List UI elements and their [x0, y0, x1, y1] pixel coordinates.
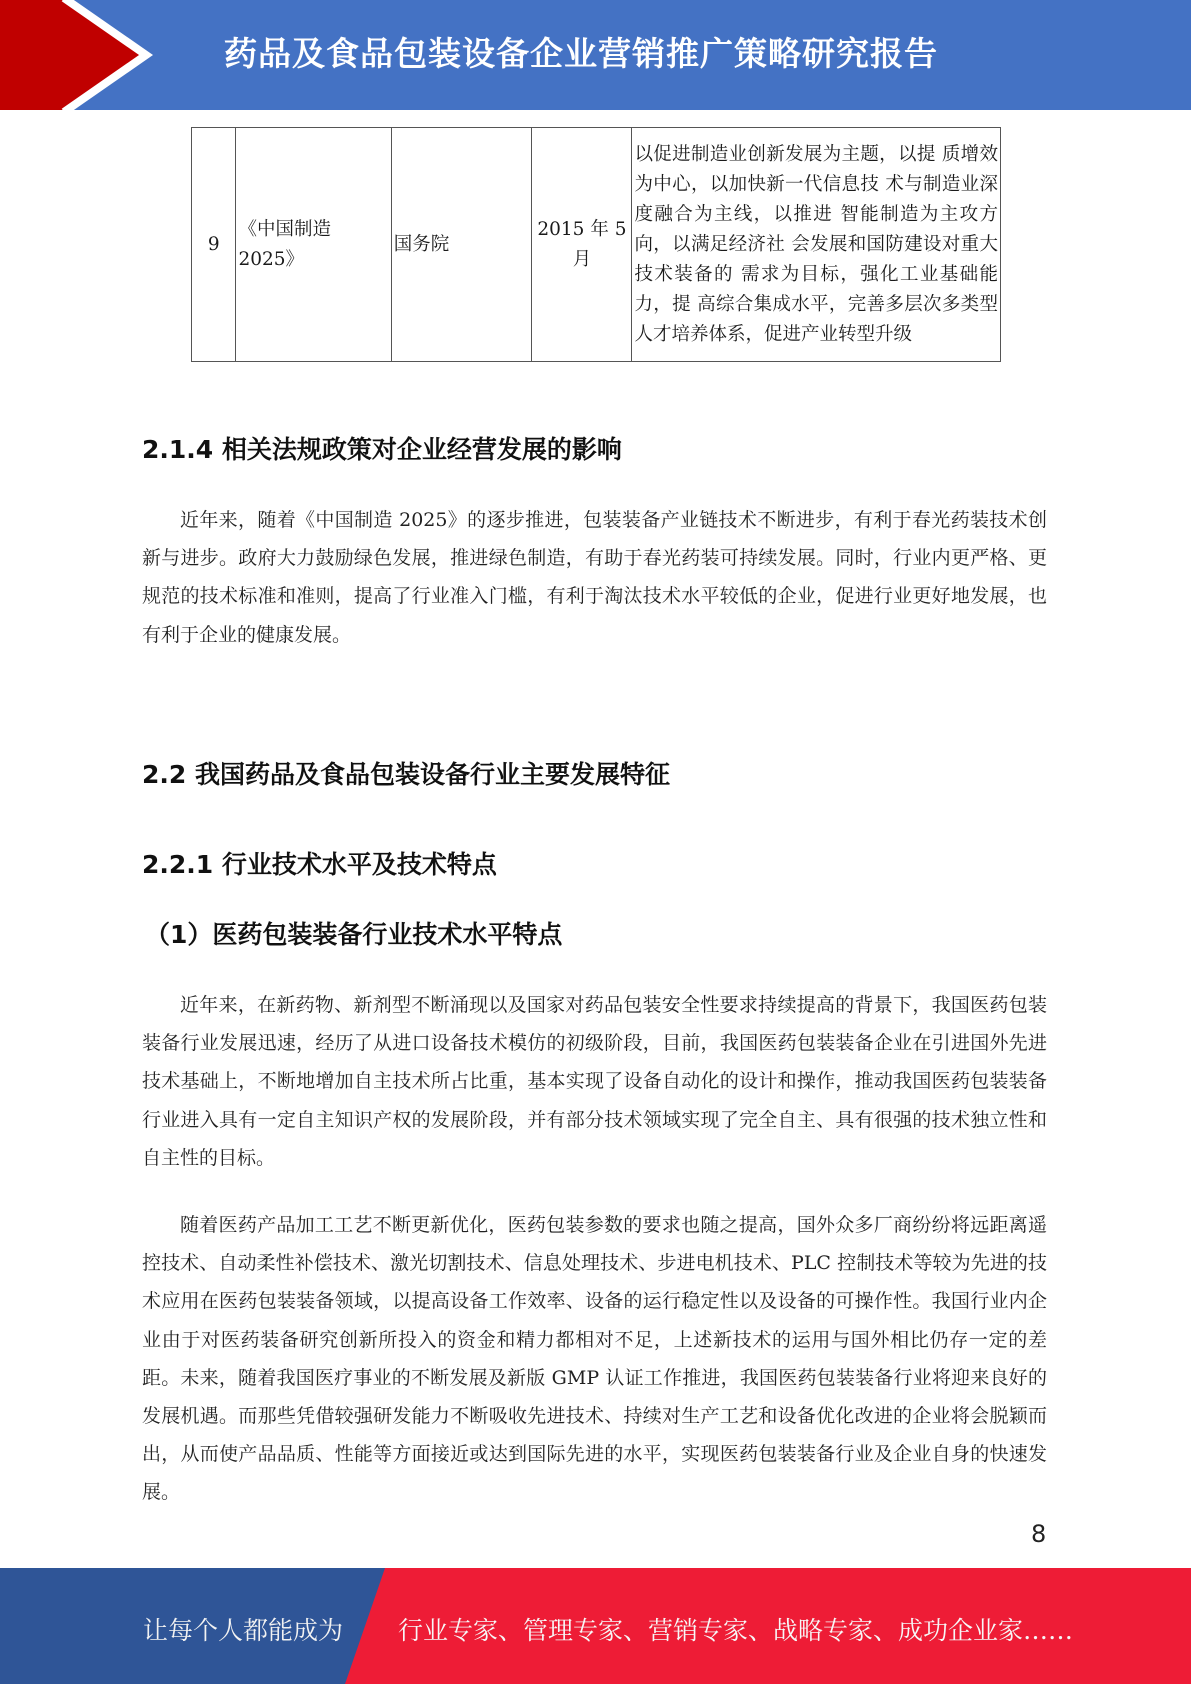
policy-content: 以促进制造业创新发展为主题，以提 质增效为中心，以加快新一代信息技 术与制造业深度融合为主线，以推进 智能制造为主攻方向，以满足经济社 会发展和国防建设对重大技术装备的 需求为目标，强化工业基础能力，提 高综合集成水平，完善多层次多类型 人才培养体系，促进产业转型升级	[632, 128, 1001, 362]
paragraph-tech-level: 近年来，在新药物、新剂型不断涌现以及国家对药品包装安全性要求持续提高的背景下，我国医药包装装备行业发展迅速，经历了从进口设备技术模仿的初级阶段，目前，我国医药包装装备企业在引进国外先进技术基础上，不断地增加自主技术所占比重，基本实现了设备自动化的设计和操作，推动我国医药包装装备行业进入具有一定自主知识产权的发展阶段，并有部分技术领域实现了完全自主、具有很强的技术独立性和自主性的目标。	[142, 994, 1047, 1169]
issue-date: 2015 年 5月	[532, 128, 632, 362]
heading-sub-1: （1）医药包装装备行业技术水平特点	[145, 920, 563, 949]
paragraph-tech-trends: 随着医药产品加工工艺不断更新优化，医药包装参数的要求也随之提高，国外众多厂商纷纷将远距离遥控技术、自动柔性补偿技术、激光切割技术、信息处理技术、步进电机技术、PLC 控制技术等较为先进的技术应用在医药包装装备领域，以提高设备工作效率、设备的运行稳定性以及设备的可操作性。我国行业内企业由于对医药装备研究创新所投入的资金和精力都相对不足，上述新技术的运用与国外相比仍存一定的差距。未来，随着我国医疗事业的不断发展及新版 GMP 认证工作推进，我国医药包装装备行业将迎来良好的发展机遇。而那些凭借较强研发能力不断吸收先进技术、持续对生产工艺和设备优化改进的企业将会脱颖而出，从而使产品品质、性能等方面接近或达到国际先进的水平，实现医药包装装备行业及企业自身的快速发展。	[142, 1214, 1047, 1504]
row-number: 9	[192, 128, 236, 362]
policy-name: 《中国制造 2025》	[236, 128, 391, 362]
page-footer	[0, 1568, 1191, 1684]
red-arrow-icon	[0, 0, 148, 110]
footer-slogan-left: 让每个人都能成为	[143, 1616, 344, 1645]
heading-2-2-1: 2.2.1 行业技术水平及技术特点	[142, 850, 497, 879]
footer-slogan-right: 行业专家、管理专家、营销专家、战略专家、成功企业家……	[398, 1616, 1074, 1645]
heading-2-2: 2.2 我国药品及食品包装设备行业主要发展特征	[142, 760, 670, 789]
issuing-body: 国务院	[391, 128, 532, 362]
page-header	[0, 0, 1191, 110]
report-title: 药品及食品包装设备企业营销推广策略研究报告	[224, 34, 938, 73]
policy-table	[191, 127, 1001, 362]
page-number: 8	[1031, 1520, 1047, 1548]
paragraph-policy-impact: 近年来，随着《中国制造 2025》的逐步推进，包装装备产业链技术不断进步，有利于春光药装技术创新与进步。政府大力鼓励绿色发展，推进绿色制造，有助于春光药装可持续发展。同时，行业内更严格、更规范的技术标准和准则，提高了行业准入门槛，有利于淘汰技术水平较低的企业，促进行业更好地发展，也有利于企业的健康发展。	[142, 509, 1047, 646]
table-row	[192, 128, 1001, 362]
heading-2-1-4: 2.1.4 相关法规政策对企业经营发展的影响	[142, 435, 622, 464]
